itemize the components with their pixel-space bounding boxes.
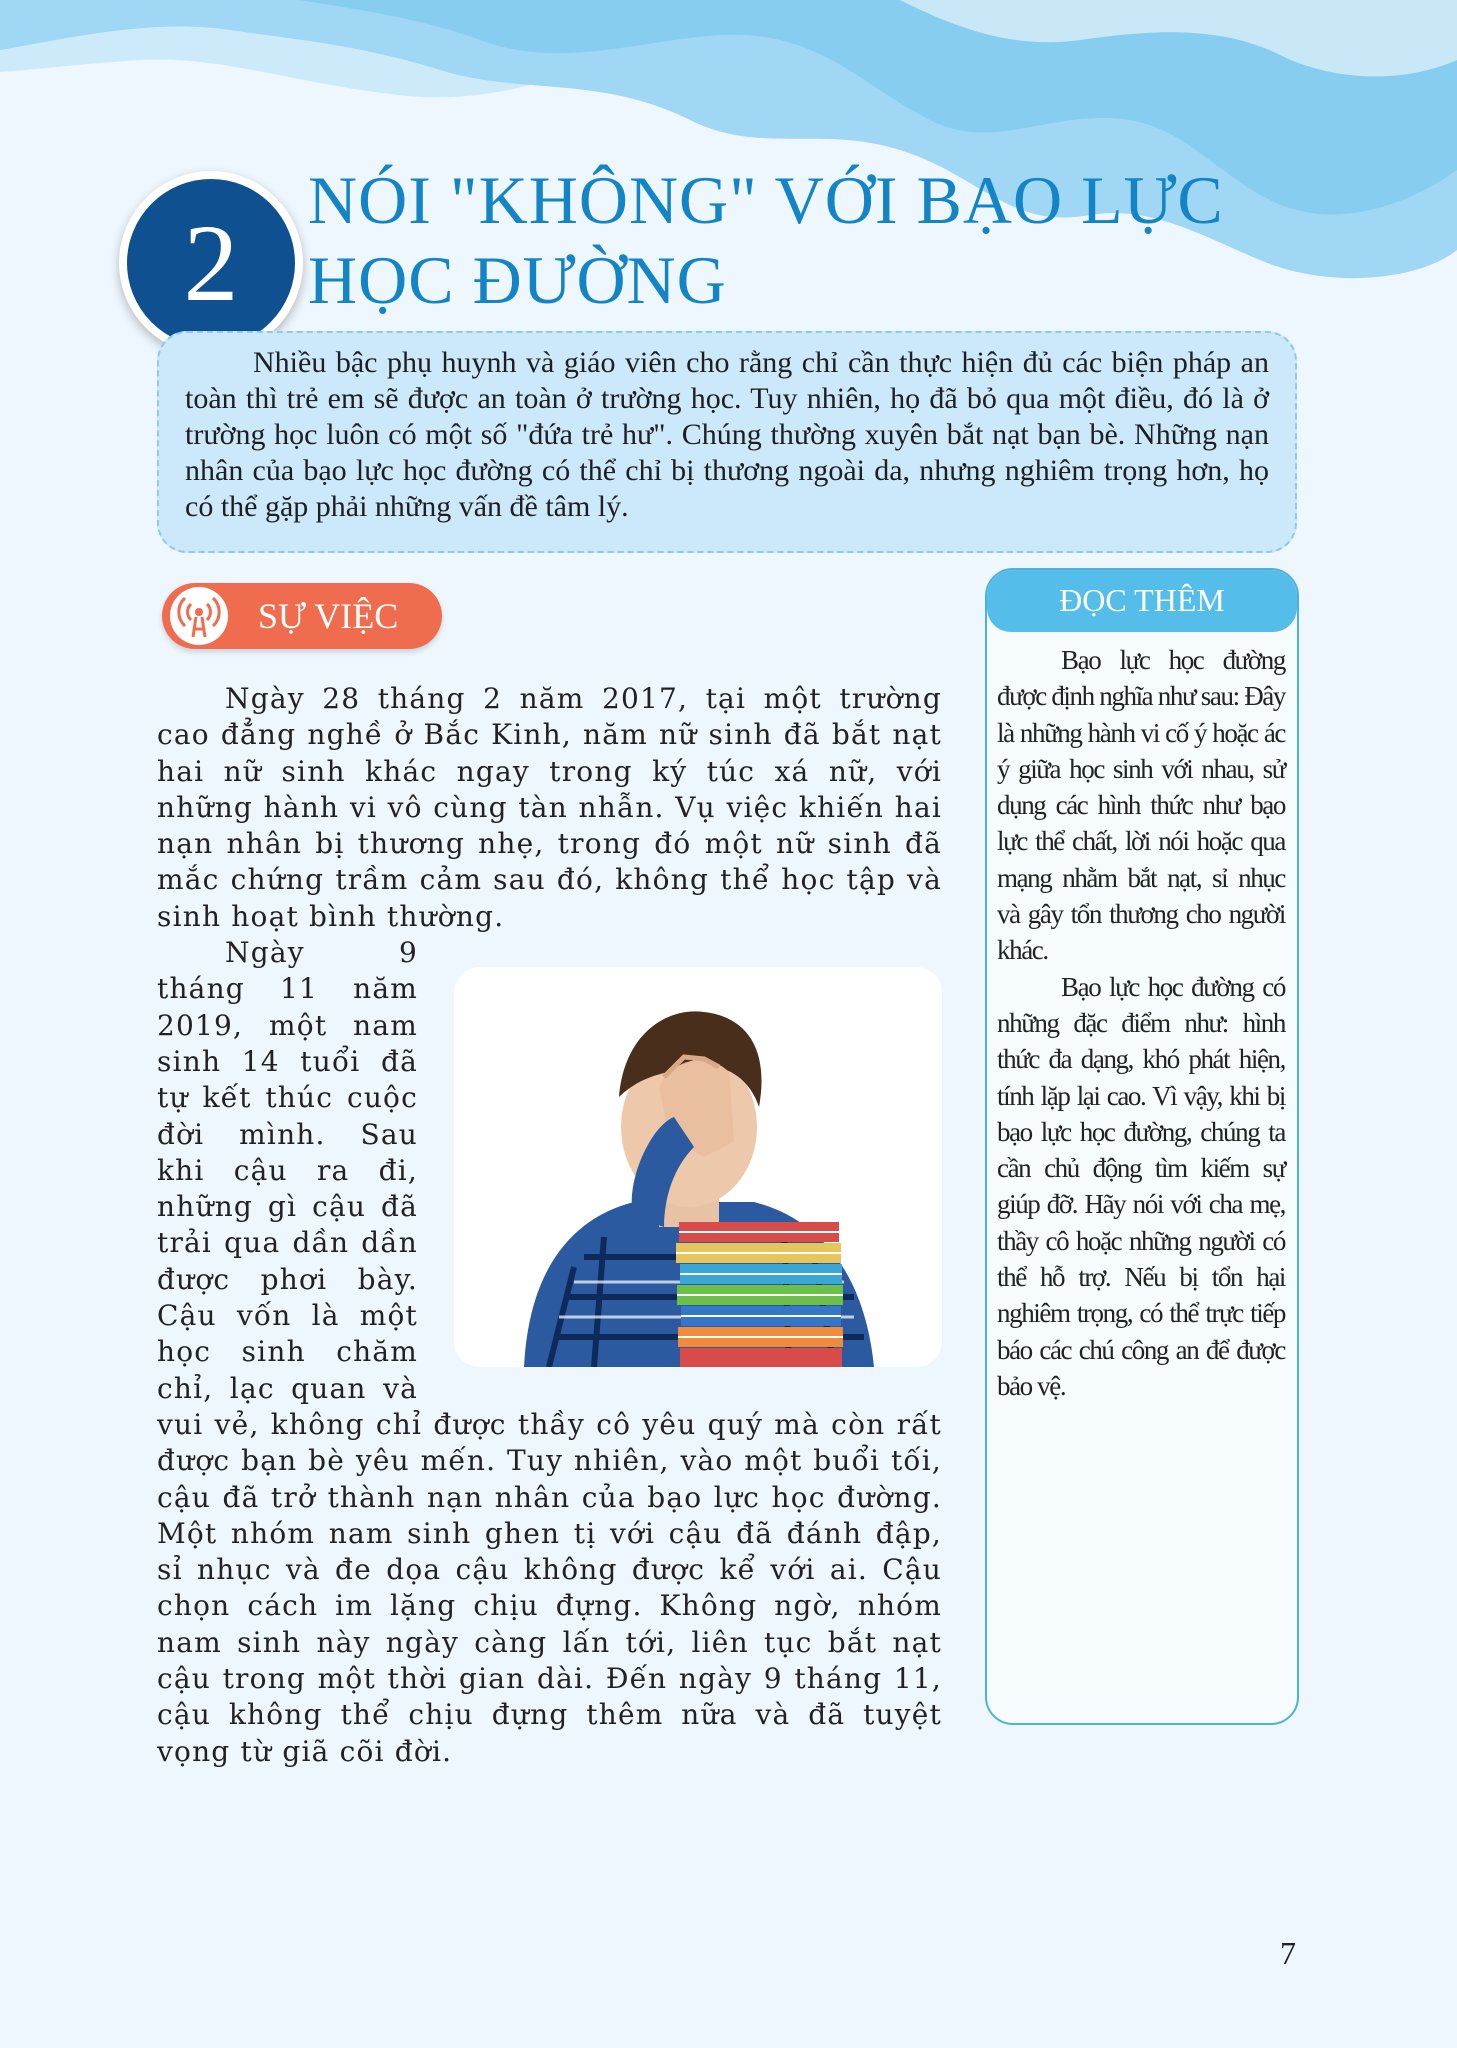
page-number: 7 [1280,1935,1296,1971]
story-column [157,681,942,1770]
section-badge [162,583,442,649]
intro-box [157,331,1297,553]
lesson-title [308,160,1308,320]
title-line-2: HỌC ĐƯỜNG [308,242,727,318]
sidebar-heading: ĐỌC THÊM [987,570,1297,632]
story-paragraph-2 [157,935,942,1770]
sidebar-paragraph-1: Bạo lực học đường được định nghĩa như sau: Đây là những hành vi cố ý hoặc ác ý giữa học sinh với nhau, sử dụng các hình thức như bạo lực thể chất, lời nói hoặc qua mạng nhằm bắt nạt, sỉ nhục và gây tổn thương cho người khác. [997,645,1285,966]
story-paragraph-1: Ngày 28 tháng 2 năm 2017, tại một trường cao đẳng nghề ở Bắc Kinh, năm nữ sinh đã bắt nạt hai nữ sinh khác ngay trong ký túc xá nữ, với những hành vi vô cùng tàn nhẫn. Vụ việc khiến hai nạn nhân bị thương nhẹ, trong đó một nữ sinh đã mắc chứng trầm cảm sau đó, không thể học tập và sinh hoạt bình thường. [157,682,942,933]
section-label: SỰ VIỆC [258,596,399,636]
sidebar-body [987,632,1297,1404]
sidebar-paragraph-2: Bạo lực học đường có những đặc điểm như: hình thức đa dạng, khó phát hiện, tính lặp lại cao. Vì vậy, khi bị bạo lực học đường, chúng ta cần chủ động tìm kiếm sự giúp đỡ. Hãy nói với cha mẹ, thầy cô hoặc những người có thể hỗ trợ. Nếu bị tổn hại nghiêm trọng, có thể trực tiếp báo các chú công an để được bảo vệ. [997,971,1285,1401]
read-more-sidebar [985,568,1299,1725]
signal-tower-icon [170,587,228,645]
story-paragraph-2-text: Ngày 9 tháng 11 năm 2019, một nam sinh 14 tuổi đã tự kết thúc cuộc đời mình. Sau khi cậu ra đi, những gì cậu đã trải qua dần dần được phơi bày. Cậu vốn là một học sinh chăm chỉ, lạc quan và vui vẻ, không chỉ được thầy cô yêu quý mà còn rất được bạn bè yêu mến. Tuy nhiên, vào một buổi tối, cậu đã trở thành nạn nhân của bạo lực học đường. Một nhóm nam sinh ghen tị với cậu đã đánh đập, sỉ nhục và đe dọa cậu không được kể với ai. Cậu chọn cách im lặng chịu đựng. Không ngờ, nhóm nam sinh này ngày càng lấn tới, liên tục bắt nạt cậu trong một thời gian dài. Đến ngày 9 tháng 11, cậu không thể chịu đựng thêm nữa và đã tuyệt vọng từ giã cõi đời. [157,936,942,1768]
title-line-1: NÓI "KHÔNG" VỚI BẠO LỰC [308,162,1224,238]
stressed-student-photo [454,967,942,1367]
intro-text: Nhiều bậc phụ huynh và giáo viên cho rằng chỉ cần thực hiện đủ các biện pháp an toàn thì trẻ em sẽ được an toàn ở trường học. Tuy nhiên, họ đã bỏ qua một điều, đó là ở trường học luôn có một số "đứa trẻ hư". Chúng thường xuyên bắt nạt bạn bè. Những nạn nhân của bạo lực học đường có thể chỉ bị thương ngoài da, nhưng nghiêm trọng hơn, họ có thể gặp phải những vấn đề tâm lý. [185,346,1269,523]
lesson-number-badge: 2 [119,171,303,355]
